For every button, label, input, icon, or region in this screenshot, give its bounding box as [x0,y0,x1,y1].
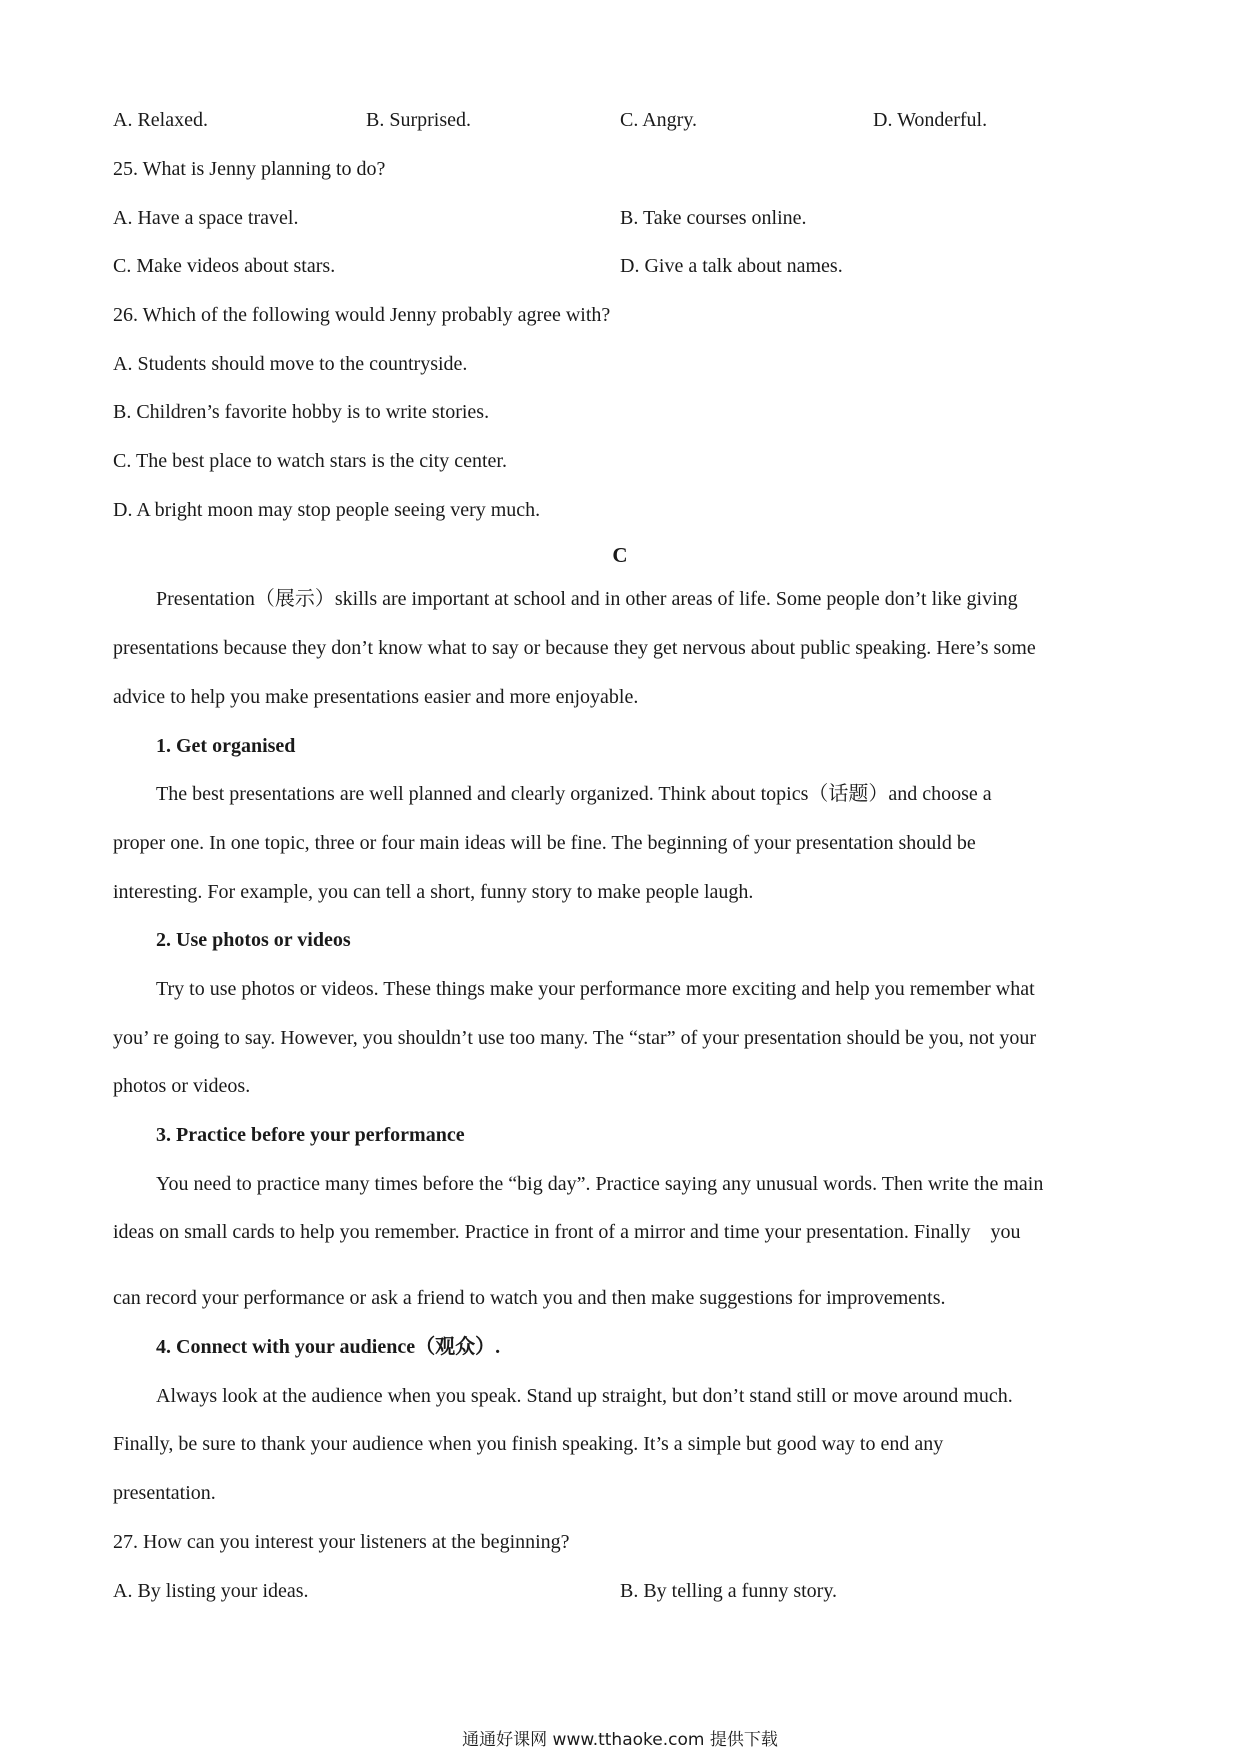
intro-line-3: advice to help you make presentations easier and more enjoyable. [113,686,639,708]
q24-options [113,108,1133,132]
tip-4-heading: 4. Connect with your audience（观众）. [156,1336,501,1358]
q25-options-row1 [113,206,1133,230]
tip-3-line-2: ideas on small cards to help you remember. Practice in front of a mirror and time your presentation. Finally you [113,1221,1021,1243]
tip-1-line-1: The best presentations are well planned and clearly organized. Think about topics（话题）and choose a [156,783,992,805]
tip-3-heading: 3. Practice before your performance [156,1124,465,1146]
q25-option-c: C. Make videos about stars. [113,255,336,277]
intro-line-2: presentations because they don’t know what to say or because they get nervous about public speaking. Here’s some [113,637,1036,659]
tip-3-line-3: can record your performance or ask a friend to watch you and then make suggestions for improvements. [113,1287,946,1309]
q26-option-a: A. Students should move to the countryside. [113,353,468,375]
q26-option-c: C. The best place to watch stars is the city center. [113,450,507,472]
section-letter: C [612,543,628,567]
q25-option-d: D. Give a talk about names. [620,255,843,277]
q26-question: 26. Which of the following would Jenny probably agree with? [113,304,611,326]
tip-2-line-1: Try to use photos or videos. These things make your performance more exciting and help you remember what [156,978,1035,1000]
q27-options-row1 [113,1579,1133,1603]
q27-option-a: A. By listing your ideas. [113,1580,309,1602]
q24-option-b: B. Surprised. [366,109,471,131]
q26-option-b: B. Children’s favorite hobby is to write stories. [113,401,490,423]
q25-question: 25. What is Jenny planning to do? [113,158,386,180]
q24-option-d: D. Wonderful. [873,109,988,131]
q25-options-row2 [113,254,1133,278]
footer-watermark: 通通好课网 www.tthaoke.com 提供下载 [462,1730,778,1750]
tip-1-line-2: proper one. In one topic, three or four main ideas will be fine. The beginning of your presentation should be [113,832,976,854]
tip-1-heading: 1. Get organised [156,735,296,757]
tip-2-heading: 2. Use photos or videos [156,929,351,951]
q27-option-b: B. By telling a funny story. [620,1580,838,1602]
tip-4-line-2: Finally, be sure to thank your audience when you finish speaking. It’s a simple but good way to end any [113,1433,944,1455]
tip-2-line-3: photos or videos. [113,1075,251,1097]
intro-line-1: Presentation（展示）skills are important at school and in other areas of life. Some people don’t like giving [156,588,1018,610]
tip-4-line-3: presentation. [113,1482,216,1504]
tip-1-line-3: interesting. For example, you can tell a short, funny story to make people laugh. [113,881,754,903]
q27-question: 27. How can you interest your listeners at the beginning? [113,1531,570,1553]
q24-option-c: C. Angry. [620,109,698,131]
q25-option-b: B. Take courses online. [620,207,807,229]
tip-2-line-2: you’ re going to say. However, you shouldn’t use too many. The “star” of your presentation should be you, not your [113,1027,1037,1049]
q25-option-a: A. Have a space travel. [113,207,299,229]
tip-3-line-1: You need to practice many times before the “big day”. Practice saying any unusual words. Then write the main [156,1173,1044,1195]
q26-option-d: D. A bright moon may stop people seeing very much. [113,499,541,521]
q24-option-a: A. Relaxed. [113,109,208,131]
tip-4-line-1: Always look at the audience when you speak. Stand up straight, but don’t stand still or move around much. [156,1385,1013,1407]
